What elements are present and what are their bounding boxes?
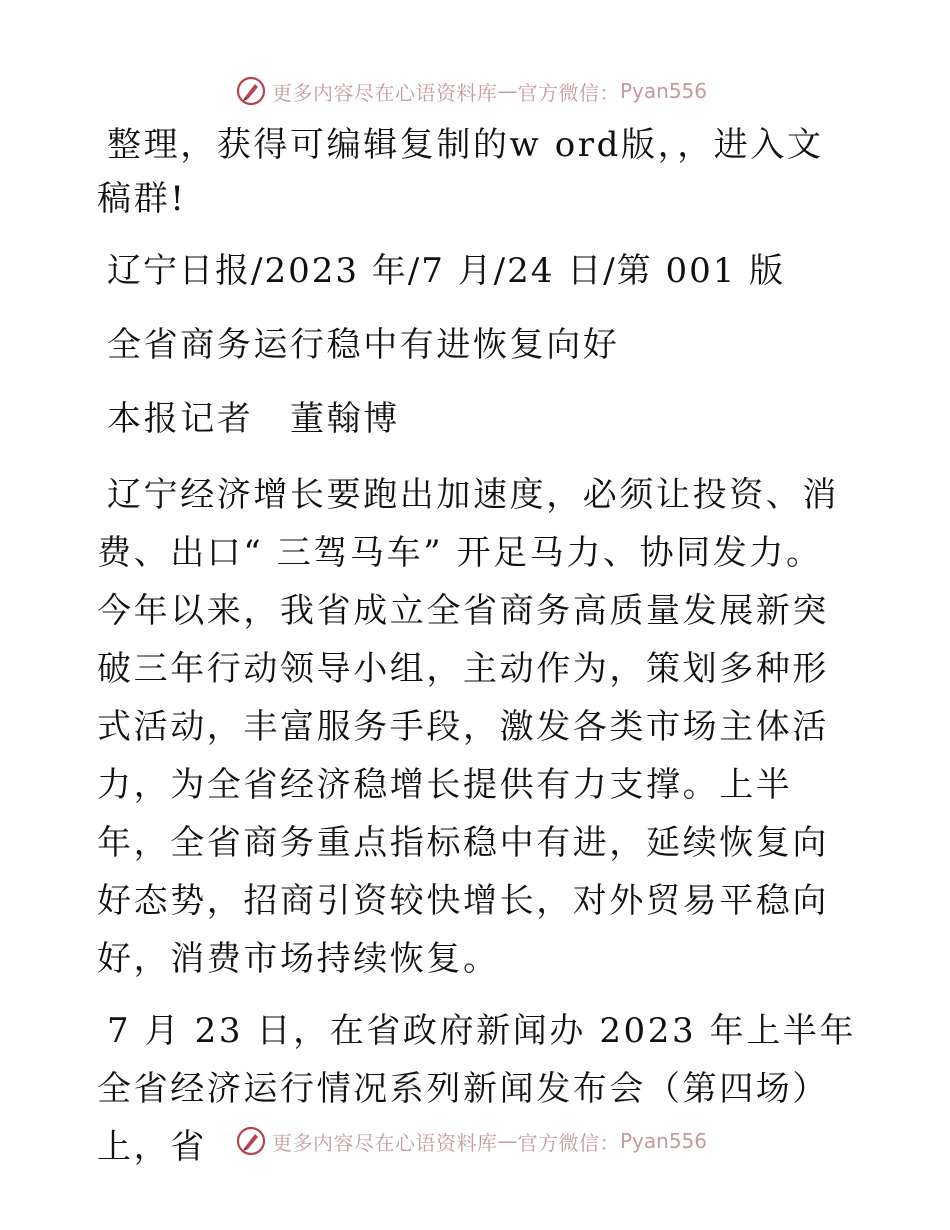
article-paragraph-2: 7 月 23 日，在省政府新闻办 2023 年上半年全省经济运行情况系列新闻发布会（第四场）上，省 [97, 1011, 857, 1167]
watermark-separator: — [497, 79, 518, 103]
watermark-header [236, 74, 707, 108]
watermark-separator: — [497, 1129, 518, 1153]
watermark-site-text: 更多内容尽在心语资料库 [272, 80, 498, 105]
watermark-footer [236, 1124, 707, 1158]
watermark-wechat-label: 官方微信： [517, 1130, 620, 1155]
pen-logo-icon [236, 1126, 266, 1156]
watermark-site-text: 更多内容尽在心语资料库 [272, 1130, 498, 1155]
watermark-wechat-id: Pyan556 [620, 79, 708, 103]
watermark-wechat-label: 官方微信： [517, 80, 620, 105]
article-paragraph-1: 辽宁经济增长要跑出加速度，必须让投资、消费、出口“ 三驾马车” 开足马力、协同发力。今年以来，我省成立全省商务高质量发展新突破三年行动领导小组，主动作为，策划多种形式活动，丰富服务手段，激发各类市场主体活力，为全省经济稳增长提供有力支撑。上半年，全省商务重点指标稳中有进，延续恢复向好态势，招商引资较快增长，对外贸易平稳向好，消费市场持续恢复。 [97, 475, 839, 979]
watermark-wechat-id: Pyan556 [620, 1129, 708, 1153]
pen-logo-icon [236, 76, 266, 106]
document-body [97, 118, 857, 1196]
intro-text: 整理，获得可编辑复制的w ord版，，进入文稿群! [97, 125, 824, 219]
dateline: 辽宁日报/2023 年/7 月/24 日/第 001 版 [107, 251, 786, 291]
headline: 全省商务运行稳中有进恢复向好 [107, 325, 620, 365]
byline: 本报记者 董翰博 [107, 399, 400, 439]
